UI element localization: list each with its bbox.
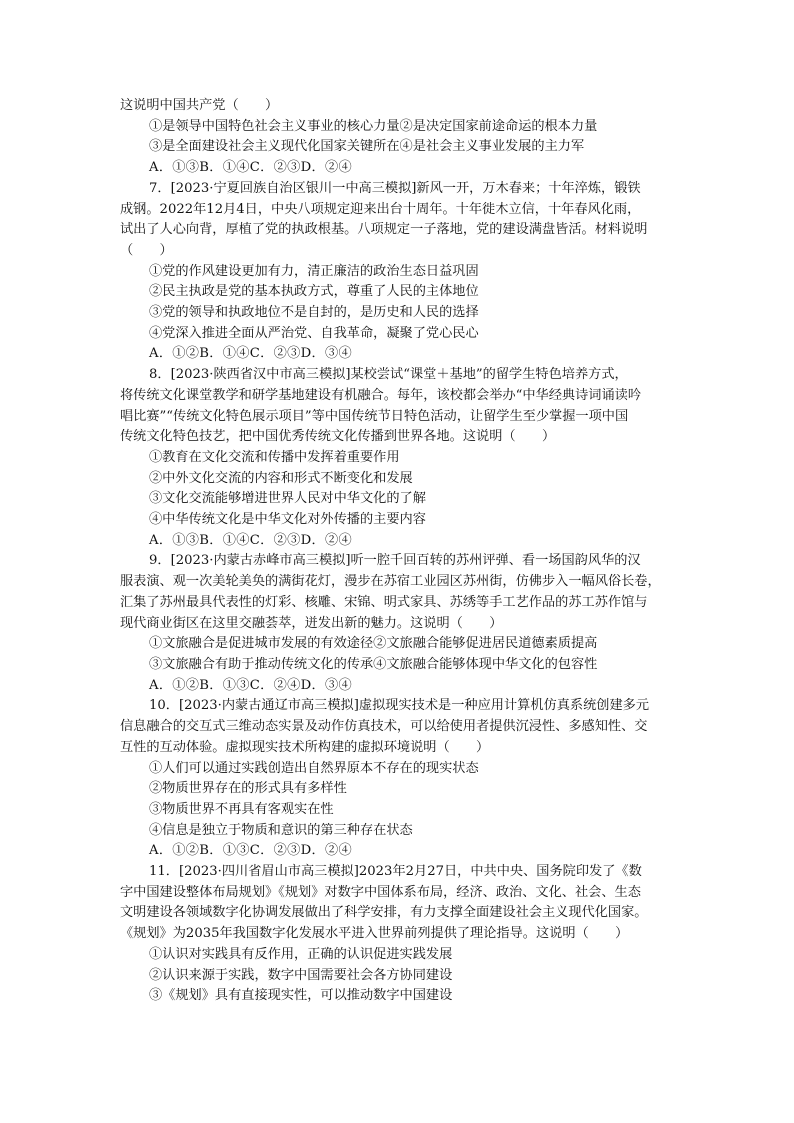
q8-stem-line-3: 唱比赛”“传统文化特色展示项目”等中国传统节日特色活动，让留学生至少掌握一项中国 <box>120 408 629 424</box>
q9-answer-choices: A．①②B．①③C．②④D．③④ <box>149 677 352 693</box>
q9-option-line-2: ③文旅融合有助于推动传统文化的传承④文旅融合能够体现中华文化的包容性 <box>149 656 598 672</box>
q9-option-line-1: ①文旅融合是促进城市发展的有效途径②文旅融合能够促进居民道德素质提高 <box>149 636 598 652</box>
q10-option-2: ②物质世界存在的形式具有多样性 <box>149 781 347 797</box>
question-10 <box>120 696 680 862</box>
q7-stem-line-2: 成钢。2022年12月4日，中央八项规定迎来出台十周年。十年徙木立信，十年春风化雨， <box>120 201 641 217</box>
q9-stem-line-2: 服表演、观一次美轮美奂的满街花灯，漫步在苏宿工业园区苏州街，仿佛步入一幅风俗长卷， <box>120 574 661 590</box>
exam-page <box>120 96 680 1007</box>
q11-option-1: ①认识对实践具有反作用，正确的认识促进实践发展 <box>149 946 453 962</box>
question-7 <box>120 179 680 365</box>
q7-option-4: ④党深入推进全面从严治党、自我革命，凝聚了党心民心 <box>149 325 479 341</box>
question-11 <box>120 862 680 1007</box>
q7-stem-line-4: （ ） <box>120 242 173 258</box>
question-9 <box>120 551 680 696</box>
q8-option-3: ③文化交流能够增进世界人民对中华文化的了解 <box>149 491 426 507</box>
q10-stem-line-3: 互性的互动体验。虚拟现实技术所构建的虚拟环境说明（ ） <box>120 739 490 755</box>
q8-stem-line-4: 传统文化特色技艺，把中国优秀传统文化传播到世界各地。这说明（ ） <box>120 429 556 445</box>
q7-option-3: ③党的领导和执政地位不是自封的，是历史和人民的选择 <box>149 305 479 321</box>
q8-option-2: ②中外文化交流的内容和形式不断变化和发展 <box>149 470 413 486</box>
q10-option-3: ③物质世界不再具有客观实在性 <box>149 801 334 817</box>
q6-option-line-2: ③是全面建设社会主义现代化国家关键所在④是社会主义事业发展的主力军 <box>149 139 585 155</box>
q10-option-1: ①人们可以通过实践创造出自然界原本不存在的现实状态 <box>149 760 479 776</box>
q11-stem-line-3: 文明建设各领域数字化协调发展做出了科学安排，有力支撑全面建设社会主义现代化国家。 <box>120 905 648 921</box>
q6-answer-choices: A．①③B．①④C．②③D．②④ <box>149 160 352 176</box>
q10-stem-line-2: 信息融合的交互式三维动态实景及动作仿真技术，可以给使用者提供沉浸性、多感知性、交 <box>120 719 648 735</box>
q11-stem-line-1: 11．[2023·四川省眉山市高三模拟]2023年2月27日，中共中央、国务院印发了《数 <box>149 864 642 880</box>
q8-stem-line-2: 将传统文化课堂教学和研学基地建设有机融合。每年，该校都会举办“中华经典诗词诵读吟 <box>120 387 642 403</box>
q9-stem-line-4: 现代商业街区在这里交融荟萃，迸发出新的魅力。这说明（ ） <box>120 615 503 631</box>
q6-option-line-1: ①是领导中国特色社会主义事业的核心力量②是决定国家前途命运的根本力量 <box>149 118 598 134</box>
q8-answer-choices: A．①③B．①④C．②③D．②④ <box>149 532 352 548</box>
q11-stem-line-4: 《规划》为2035年我国数字化发展水平进入世界前列提供了理论指导。这说明（ ） <box>120 926 629 942</box>
q9-stem-line-1: 9．[2023·内蒙古赤峰市高三模拟]听一腔千回百转的苏州评弹、看一场国韵风华的汉 <box>149 553 641 569</box>
question-8 <box>120 365 680 551</box>
q8-option-4: ④中华传统文化是中华文化对外传播的主要内容 <box>149 512 426 528</box>
q6-stem-end: 这说明中国共产党（ ） <box>120 98 279 113</box>
q7-option-1: ①党的作风建设更加有力，清正廉洁的政治生态日益巩固 <box>149 263 479 279</box>
q11-option-2: ②认识来源于实践，数字中国需要社会各方协同建设 <box>149 967 453 983</box>
q8-option-1: ①教育在文化交流和传播中发挥着重要作用 <box>149 449 400 465</box>
q7-stem-line-1: 7．[2023·宁夏回族自治区银川一中高三模拟]新风一开，万木春来；十年淬炼，锻铁 <box>149 180 641 196</box>
q11-stem-line-2: 字中国建设整体布局规划》《规划》对数字中国体系布局，经济、政治、文化、社会、生态 <box>120 884 641 900</box>
q7-stem-line-3: 试出了人心向背，厚植了党的执政根基。八项规定一子落地，党的建设满盘皆活。材料说明 <box>120 222 648 238</box>
q11-option-3: ③《规划》具有直接现实性，可以推动数字中国建设 <box>149 988 453 1004</box>
q7-option-2: ②民主执政是党的基本执政方式，尊重了人民的主体地位 <box>149 284 479 300</box>
q10-answer-choices: A．①②B．①③C．②③D．②④ <box>149 843 352 859</box>
q7-answer-choices: A．①②B．①④C．②③D．③④ <box>149 346 352 362</box>
q10-option-4: ④信息是独立于物质和意识的第三种存在状态 <box>149 822 413 838</box>
q8-stem-line-1: 8．[2023·陕西省汉中市高三模拟]某校尝试“课堂＋基地”的留学生特色培养方式， <box>149 367 628 383</box>
q9-stem-line-3: 汇集了苏州最具代表性的灯彩、核雕、宋锦、明式家具、苏绣等手工艺作品的苏工苏作馆与 <box>120 594 648 610</box>
q10-stem-line-1: 10．[2023·内蒙古通辽市高三模拟]虚拟现实技术是一种应用计算机仿真系统创建多元 <box>149 698 650 714</box>
